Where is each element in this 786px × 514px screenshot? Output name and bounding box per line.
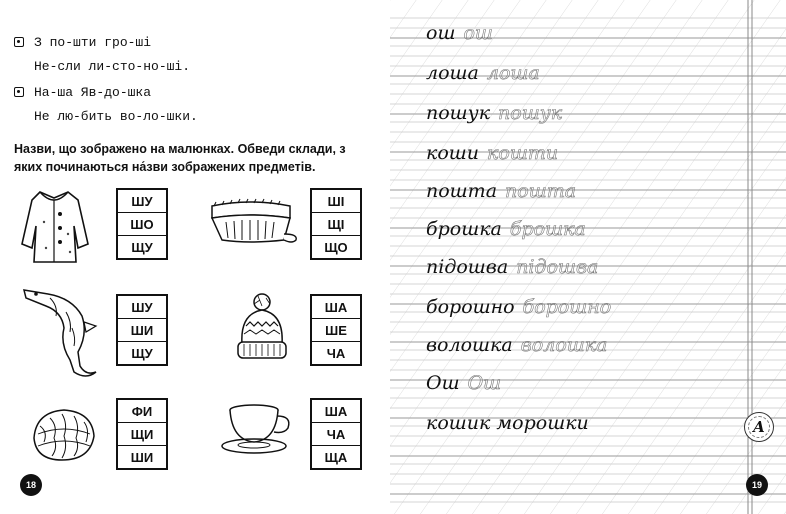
pine-cone-icon: [28, 404, 100, 464]
letter-badge: А: [744, 412, 774, 442]
written-word: кошик морошки: [426, 412, 589, 434]
syllable-box: [116, 398, 168, 470]
cup-icon: [218, 400, 298, 460]
tongue-twister-line: Не лю-бить во-ло-шки.: [34, 109, 198, 124]
syllable-option[interactable]: ЩИ: [118, 423, 166, 446]
syllable-box: [310, 188, 362, 260]
coat-icon: [16, 186, 94, 266]
handwriting-row: [426, 62, 540, 84]
handwriting-row: [426, 102, 562, 124]
page-number: 19: [746, 474, 768, 496]
syllable-option[interactable]: ШО: [118, 213, 166, 236]
syllable-box: [310, 294, 362, 366]
handwriting-row: [426, 296, 611, 318]
left-page: [0, 0, 390, 514]
syllable-option[interactable]: ШУ: [118, 190, 166, 213]
tongue-twister-1: [14, 34, 190, 76]
syllable-box: [310, 398, 362, 470]
written-word: пошук: [426, 102, 491, 124]
hat-icon: [232, 292, 292, 366]
trace-word[interactable]: Ош: [467, 372, 502, 394]
syllable-option[interactable]: ЩУ: [131, 239, 153, 255]
syllable-option[interactable]: ШУ: [118, 296, 166, 319]
trace-word[interactable]: лоша: [486, 62, 540, 84]
tongue-twister-line: На-ша Яв-до-шка: [34, 85, 152, 100]
handwriting-row: [426, 334, 607, 356]
syllable-box: [116, 294, 168, 366]
handwriting-row: [426, 372, 501, 394]
syllable-option[interactable]: ША: [312, 296, 360, 319]
syllable-option[interactable]: ЩО: [324, 239, 348, 255]
written-word: борошно: [426, 296, 515, 318]
written-word: коши: [426, 142, 480, 164]
brush-icon: [204, 196, 300, 252]
syllable-option[interactable]: ЩІ: [312, 213, 360, 236]
handwriting-row: [426, 180, 576, 202]
tongue-twister-line: З по-шти гро-ші: [34, 35, 152, 50]
page-number: 18: [20, 474, 42, 496]
syllable-option[interactable]: ЩУ: [131, 345, 153, 361]
handwriting-row: [426, 218, 586, 240]
syllable-option[interactable]: ШЕ: [312, 319, 360, 342]
tongue-twister-line: Не-сли ли-сто-но-ші.: [34, 59, 191, 74]
syllable-option[interactable]: ЩА: [324, 449, 348, 465]
trace-word[interactable]: ош: [463, 22, 493, 44]
handwriting-row: [426, 142, 558, 164]
written-word: підошва: [426, 256, 509, 278]
syllable-option[interactable]: ШІ: [312, 190, 360, 213]
trace-word[interactable]: брошка: [509, 218, 586, 240]
trace-word[interactable]: борошно: [522, 296, 612, 318]
trace-word[interactable]: кошти: [487, 142, 559, 164]
right-page: [390, 0, 786, 514]
written-word: волошка: [426, 334, 513, 356]
written-word: брошка: [426, 218, 502, 240]
written-word: лоша: [426, 62, 479, 84]
written-word: ош: [426, 22, 456, 44]
handwriting-row: [426, 22, 493, 44]
syllable-option[interactable]: ЧА: [326, 345, 346, 361]
trace-word[interactable]: волошка: [520, 334, 608, 356]
handwriting-row: [426, 256, 598, 278]
syllable-option[interactable]: ФИ: [118, 400, 166, 423]
trace-word[interactable]: пошук: [498, 102, 563, 124]
bullet-icon: [14, 87, 24, 97]
syllable-option[interactable]: ШИ: [130, 449, 154, 465]
written-word: Ош: [426, 372, 460, 394]
trace-word[interactable]: пошта: [505, 180, 577, 202]
pike-fish-icon: [20, 282, 104, 378]
tongue-twister-2: [14, 84, 198, 126]
syllable-option[interactable]: ЧА: [312, 423, 360, 446]
trace-word[interactable]: підошва: [516, 256, 599, 278]
bullet-icon: [14, 37, 24, 47]
syllable-option[interactable]: ШИ: [118, 319, 166, 342]
syllable-option[interactable]: ША: [312, 400, 360, 423]
task-instruction: Назви, що зображено на малюнках. Обведи склади, з яких починаються на́зви зображених предметів.: [14, 142, 346, 174]
handwriting-row: [426, 412, 589, 434]
written-word: пошта: [426, 180, 498, 202]
syllable-box: [116, 188, 168, 260]
